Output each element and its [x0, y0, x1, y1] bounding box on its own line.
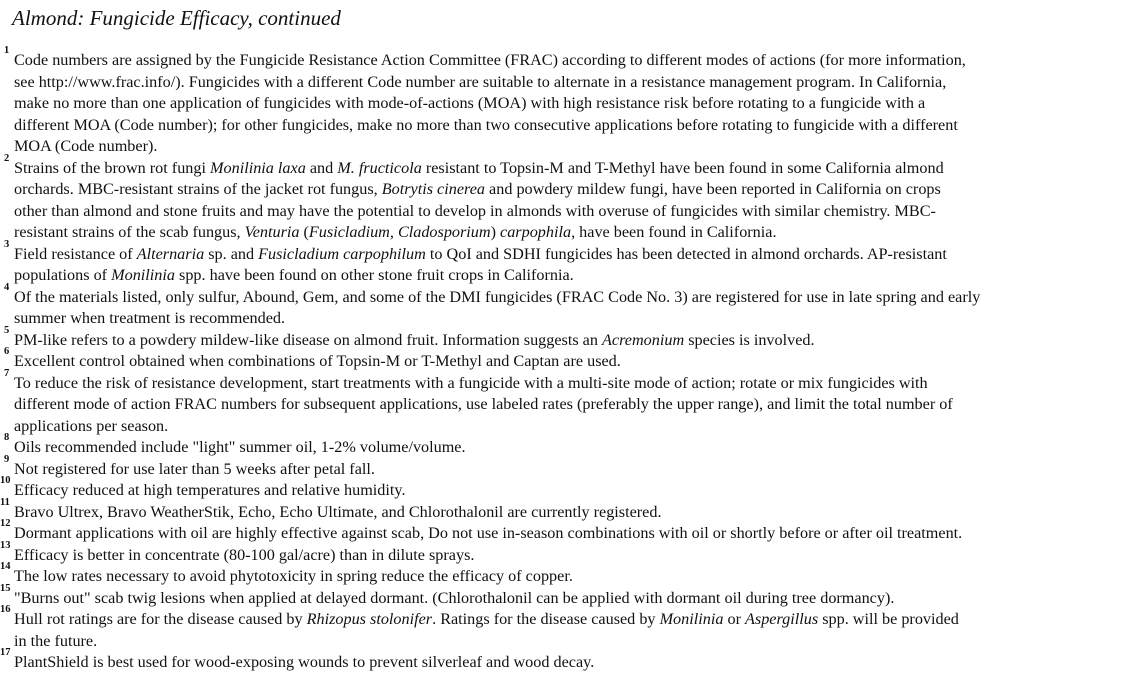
footnote-number: 6 [4, 346, 10, 357]
footnote-2 [4, 152, 1124, 244]
species-name: Botrytis cinerea [381, 180, 485, 198]
footnote-6 [4, 346, 1124, 373]
species-name: Monilinia laxa [210, 158, 306, 177]
species-name: Venturia [244, 223, 300, 241]
text-run: Field resistance of [14, 244, 137, 263]
text-run: orchards. MBC-resistant strains of the jacket rot fungus, [14, 180, 382, 198]
footnote-7 [4, 367, 1124, 438]
text-run: or [723, 610, 745, 628]
footnote-4 [4, 281, 1124, 330]
footnote-3 [4, 238, 1124, 287]
footnote-number: 15 [0, 582, 11, 594]
footnotes-list [0, 45, 1124, 674]
text-run: Strains of the brown rot fungi [14, 158, 211, 177]
footnote-line: Efficacy reduced at high temperatures and relative humidity. [14, 481, 406, 499]
footnote-line: Excellent control obtained when combinations of Topsin-M or T-Methyl and Captan are used. [14, 352, 621, 370]
footnote-number: 9 [4, 453, 10, 465]
footnote-line: Code numbers are assigned by the Fungicide Resistance Action Committee (FRAC) according to different modes of actions (for more information, [14, 51, 966, 69]
text-run: PM-like refers to a powdery mildew-like disease on almond fruit. Information suggests an [14, 330, 603, 349]
text-run: . Ratings for the disease caused by [432, 610, 660, 628]
footnote-number: 12 [0, 518, 11, 529]
footnote-number: 1 [4, 45, 10, 56]
species-name: Monilinia [659, 610, 724, 628]
footnote-line: "Burns out" scab twig lesions when applied at delayed dormant. (Chlorothalonil can be applied with dormant oil during tree dormancy). [14, 588, 895, 607]
footnote-line: Not registered for use later than 5 weeks after petal fall. [14, 459, 375, 478]
footnote-line: Efficacy is better in concentrate (80-100 gal/acre) than in dilute sprays. [14, 545, 475, 564]
text-run: in the future. [14, 631, 98, 650]
footnote-line: applications per season. [14, 416, 169, 435]
text-run: , have been found in California. [571, 223, 777, 241]
footnote-5 [4, 324, 1124, 352]
footnote-number: 8 [4, 432, 10, 443]
text-run: species is involved. [684, 330, 815, 349]
footnote-line [14, 609, 1124, 631]
footnote-line: different mode of action FRAC numbers for subsequent applications, use labeled rates (preferably the upper range), and limit the total number of [14, 395, 953, 413]
footnote-9 [4, 453, 1124, 481]
text-run: to QoI and SDHI fungicides has been detected in almond orchards. AP-resistant [425, 244, 947, 263]
species-name: Fusicladium carpophilum [258, 244, 426, 263]
species-name: M. fructicola [337, 158, 422, 177]
footnote-number: 3 [4, 238, 10, 250]
footnote-number: 4 [4, 281, 10, 293]
text-run: Hull rot ratings are for the disease caused by [14, 610, 307, 628]
footnote-line: The low rates necessary to avoid phytotoxicity in spring reduce the efficacy of copper. [14, 567, 573, 585]
text-run: and [305, 158, 338, 177]
text-run: ) [490, 223, 501, 241]
footnote-16 [0, 604, 1124, 652]
footnote-number: 5 [4, 324, 10, 336]
footnote-8 [4, 432, 1124, 459]
footnote-number: 17 [0, 647, 11, 658]
species-name: Monilinia [111, 266, 175, 284]
footnote-line: Oils recommended include "light" summer oil, 1-2% volume/volume. [14, 438, 466, 456]
footnote-line [14, 222, 1124, 244]
footnote-number: 11 [0, 496, 10, 508]
footnote-line: To reduce the risk of resistance development, start treatments with a fungicide with a multi-site mode of action; rotate or mix fungicides with [14, 373, 928, 392]
text-run: and powdery mildew fungi, have been reported in California on crops [485, 180, 941, 198]
footnote-line: make no more than one application of fungicides with mode-of-actions (MOA) with high resistance risk before rotating to a fungicide with a [14, 94, 926, 112]
footnote-1 [4, 45, 1124, 158]
text-run: spp. have been found on other stone fruit crops in California. [174, 266, 574, 284]
footnote-line: different MOA (Code number); for other fungicides, make no more than two consecutive applications before rotating to fungicide with a different [14, 115, 958, 134]
text-run: resistant to Topsin-M and T-Methyl have been found in some California almond [421, 158, 944, 177]
species-name: Fusicladium, Cladosporium [308, 223, 491, 241]
footnote-line: summer when treatment is recommended. [14, 309, 286, 327]
footnote-line [14, 631, 1124, 653]
footnote-line: PlantShield is best used for wood-exposing wounds to prevent silverleaf and wood decay. [14, 653, 595, 671]
footnote-17 [0, 647, 1124, 674]
footnote-line: Dormant applications with oil are highly effective against scab, Do not use in-season combinations with oil or shortly before or after oil treatment. [14, 524, 963, 542]
footnote-line: see http://www.frac.info/). Fungicides with a different Code number are suitable to alternate in a resistance management program. In California, [14, 72, 947, 91]
footnote-number: 7 [4, 367, 10, 379]
footnote-number: 13 [0, 539, 11, 551]
footnote-line [14, 265, 1124, 287]
species-name: Rhizopus stolonifer [306, 610, 433, 628]
footnote-line [14, 244, 1124, 266]
footnote-line: Bravo Ultrex, Bravo WeatherStik, Echo, Echo Ultimate, and Chlorothalonil are currently registered. [14, 502, 662, 521]
footnote-line: Of the materials listed, only sulfur, Abound, Gem, and some of the DMI fungicides (FRAC Code No. 3) are registered for use in late spring and early [14, 287, 981, 306]
footnote-number: 16 [0, 604, 11, 615]
species-name: Alternaria [136, 244, 205, 263]
footnote-number: 10 [0, 475, 11, 486]
text-run: resistant strains of the scab fungus, [14, 223, 245, 241]
page-title: Almond: Fungicide Efficacy, continued [12, 6, 341, 30]
text-run: spp. will be provided [818, 610, 959, 628]
text-run: ( [299, 223, 309, 241]
footnote-line [14, 179, 1124, 201]
footnote-line [14, 330, 1124, 352]
footnote-line [14, 158, 1124, 180]
species-name: Acremonium [602, 330, 685, 349]
text-run: other than almond and stone fruits and may have the potential to develop in almonds with overuse of fungicides with similar chemistry. MBC- [14, 201, 936, 220]
text-run: populations of [14, 266, 112, 284]
text-run: sp. and [204, 244, 259, 263]
species-name: carpophila [500, 223, 572, 241]
footnote-number: 14 [0, 561, 11, 572]
footnote-line [14, 201, 1124, 223]
species-name: Aspergillus [745, 610, 819, 628]
footnote-number: 2 [4, 152, 10, 164]
footnote-line: MOA (Code number). [14, 137, 158, 155]
